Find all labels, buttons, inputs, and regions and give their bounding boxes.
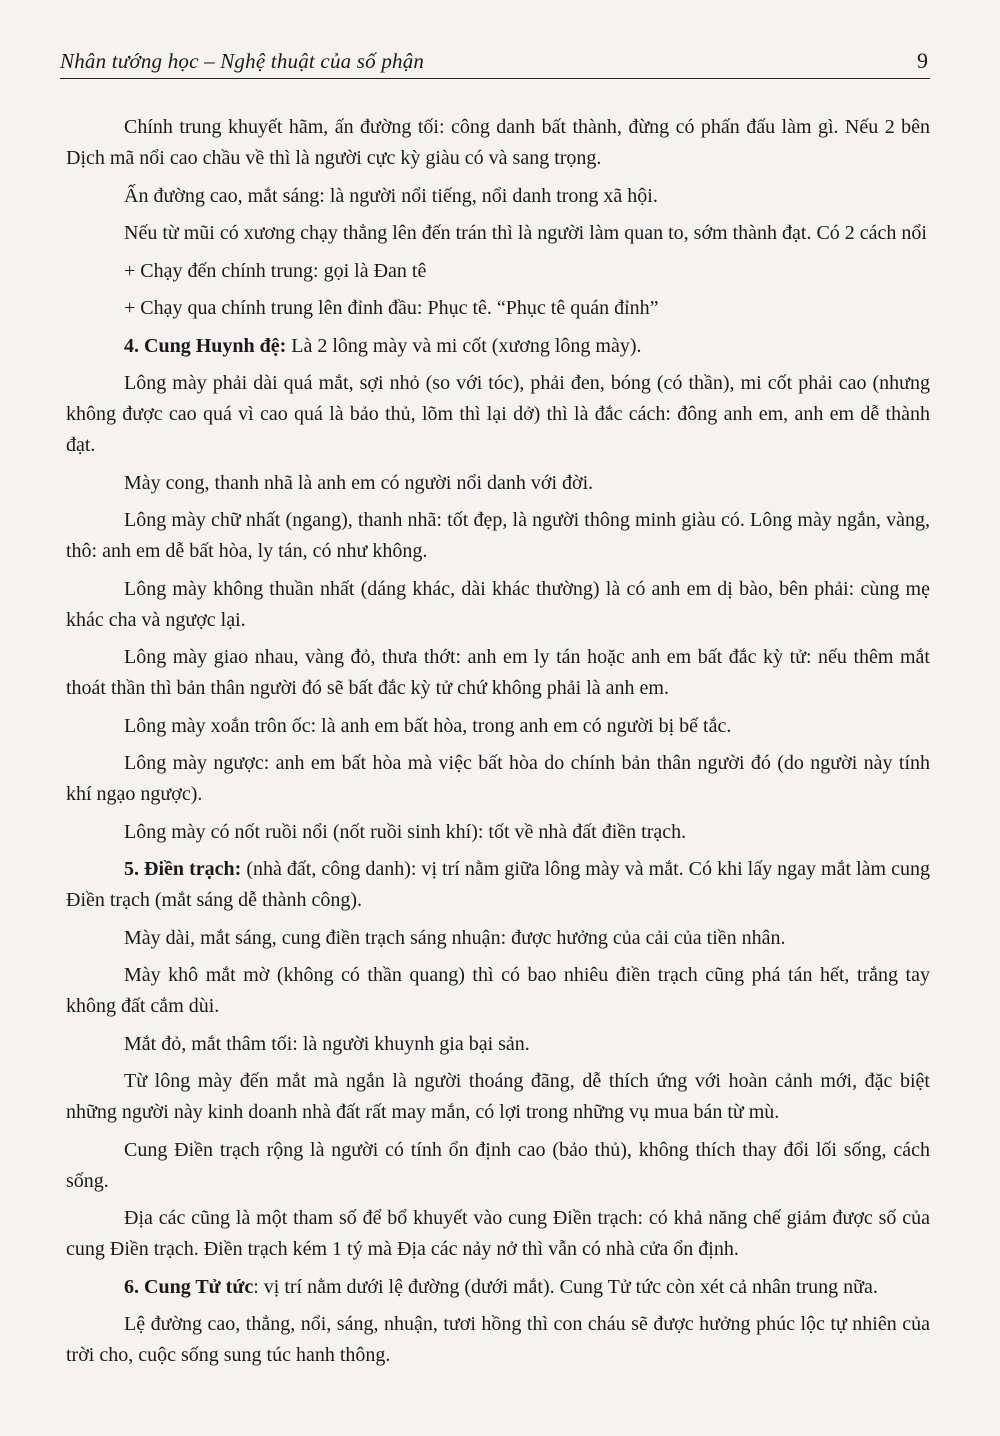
paragraph: Chính trung khuyết hãm, ấn đường tối: công danh bất thành, đừng có phấn đấu làm gì. Nếu 2 bên Dịch mã nổi cao chầu về thì là người cực kỳ giàu có và sang trọng. [66,116,930,169]
paragraph: Lông mày có nốt ruồi nổi (nốt ruồi sinh khí): tốt về nhà đất điền trạch. [124,820,687,843]
paragraph: Lông mày không thuần nhất (dáng khác, dài khác thường) là có anh em dị bào, bên phải: cùng mẹ khác cha và ngược lại. [66,577,930,631]
paragraph: Cung Điền trạch rộng là người có tính ổn định cao (bảo thủ), không thích thay đổi lối sống, cách sống. [66,1138,930,1192]
page-body [66,112,930,1378]
paragraph: Nếu từ mũi có xương chạy thẳng lên đến trán thì là người làm quan to, sớm thành đạt. Có 2 cách nổi [124,222,927,244]
list-item: + Chạy qua chính trung lên đỉnh đầu: Phục tê. “Phục tê quán đỉnh” [124,297,659,319]
section-heading: 6. Cung Tử tức [124,1275,254,1298]
page-number: 9 [917,48,928,73]
paragraph: Mày khô mắt mờ (không có thần quang) thì có bao nhiêu điền trạch cũng phá tán hết, trắng tay không đất cắm dùi. [66,964,930,1017]
section-heading: 4. Cung Huynh đệ: [124,334,287,357]
list-item: + Chạy đến chính trung: gọi là Đan tê [124,259,427,282]
paragraph: Mắt đỏ, mắt thâm tối: là người khuynh gia bại sản. [124,1032,530,1055]
section-paragraph: 4. Cung Huynh đệ: Là 2 lông mày và mi cốt (xương lông mày). [124,334,642,357]
paragraph: Từ lông mày đến mắt mà ngắn là người thoáng đãng, dễ thích ứng với hoàn cảnh mới, đặc biệt những người này kinh doanh nhà đất rất may mắn, có lợi trong những vụ mua bán từ mù. [66,1070,930,1123]
paragraph: Mày dài, mắt sáng, cung điền trạch sáng nhuận: được hưởng của cải của tiền nhân. [124,926,786,949]
section-paragraph: 5. Điền trạch: (nhà đất, công danh): vị trí nằm giữa lông mày và mắt. Có khi lấy ngay mắt làm cung Điền trạch (mắt sáng dễ thành công). [66,858,931,911]
paragraph: Địa các cũng là một tham số để bổ khuyết vào cung Điền trạch: có khả năng chế giảm được số của cung Điền trạch. Điền trạch kém 1 tý mà Địa các nảy nở thì vẫn có nhà cửa ổn định. [66,1207,930,1260]
paragraph: Lông mày xoắn trôn ốc: là anh em bất hòa, trong anh em có người bị bế tắc. [124,714,732,737]
paragraph: Lông mày phải dài quá mắt, sợi nhỏ (so với tóc), phải đen, bóng (có thần), mi cốt phải cao (nhưng không được cao quá vì cao quá là bảo thủ, lõm thì lại dở) thì là đắc cách: đông anh em, anh em dễ thành đạt. [66,372,930,456]
paragraph: Lông mày chữ nhất (ngang), thanh nhã: tốt đẹp, là người thông minh giàu có. Lông mày ngắn, vàng, thô: anh em dễ bất hòa, ly tán, có như không. [66,509,930,562]
running-title: Nhân tướng học – Nghệ thuật của số phận [60,49,425,73]
paragraph: Mày cong, thanh nhã là anh em có người nổi danh với đời. [124,471,594,494]
section-paragraph: 6. Cung Tử tức: vị trí nằm dưới lệ đường (dưới mắt). Cung Tử tức còn xét cả nhân trung nữa. [124,1275,878,1298]
page-header [60,34,930,79]
section-heading: 5. Điền trạch: [124,858,242,880]
paragraph: Ấn đường cao, mắt sáng: là người nổi tiếng, nổi danh trong xã hội. [124,184,658,207]
paragraph: Lông mày giao nhau, vàng đỏ, thưa thớt: anh em ly tán hoặc anh em bất đắc kỳ tử: nếu thêm mắt thoát thần thì bản thân người đó sẽ bất đắc kỳ tử chứ không phải là anh em. [66,646,930,699]
paragraph: Lệ đường cao, thẳng, nổi, sáng, nhuận, tươi hồng thì con cháu sẽ được hưởng phúc lộc tự nhiên của trời cho, cuộc sống sung túc hanh thông. [66,1313,930,1366]
paragraph: Lông mày ngược: anh em bất hòa mà việc bất hòa do chính bản thân người đó (do người này tính khí ngạo ngược). [66,752,930,805]
